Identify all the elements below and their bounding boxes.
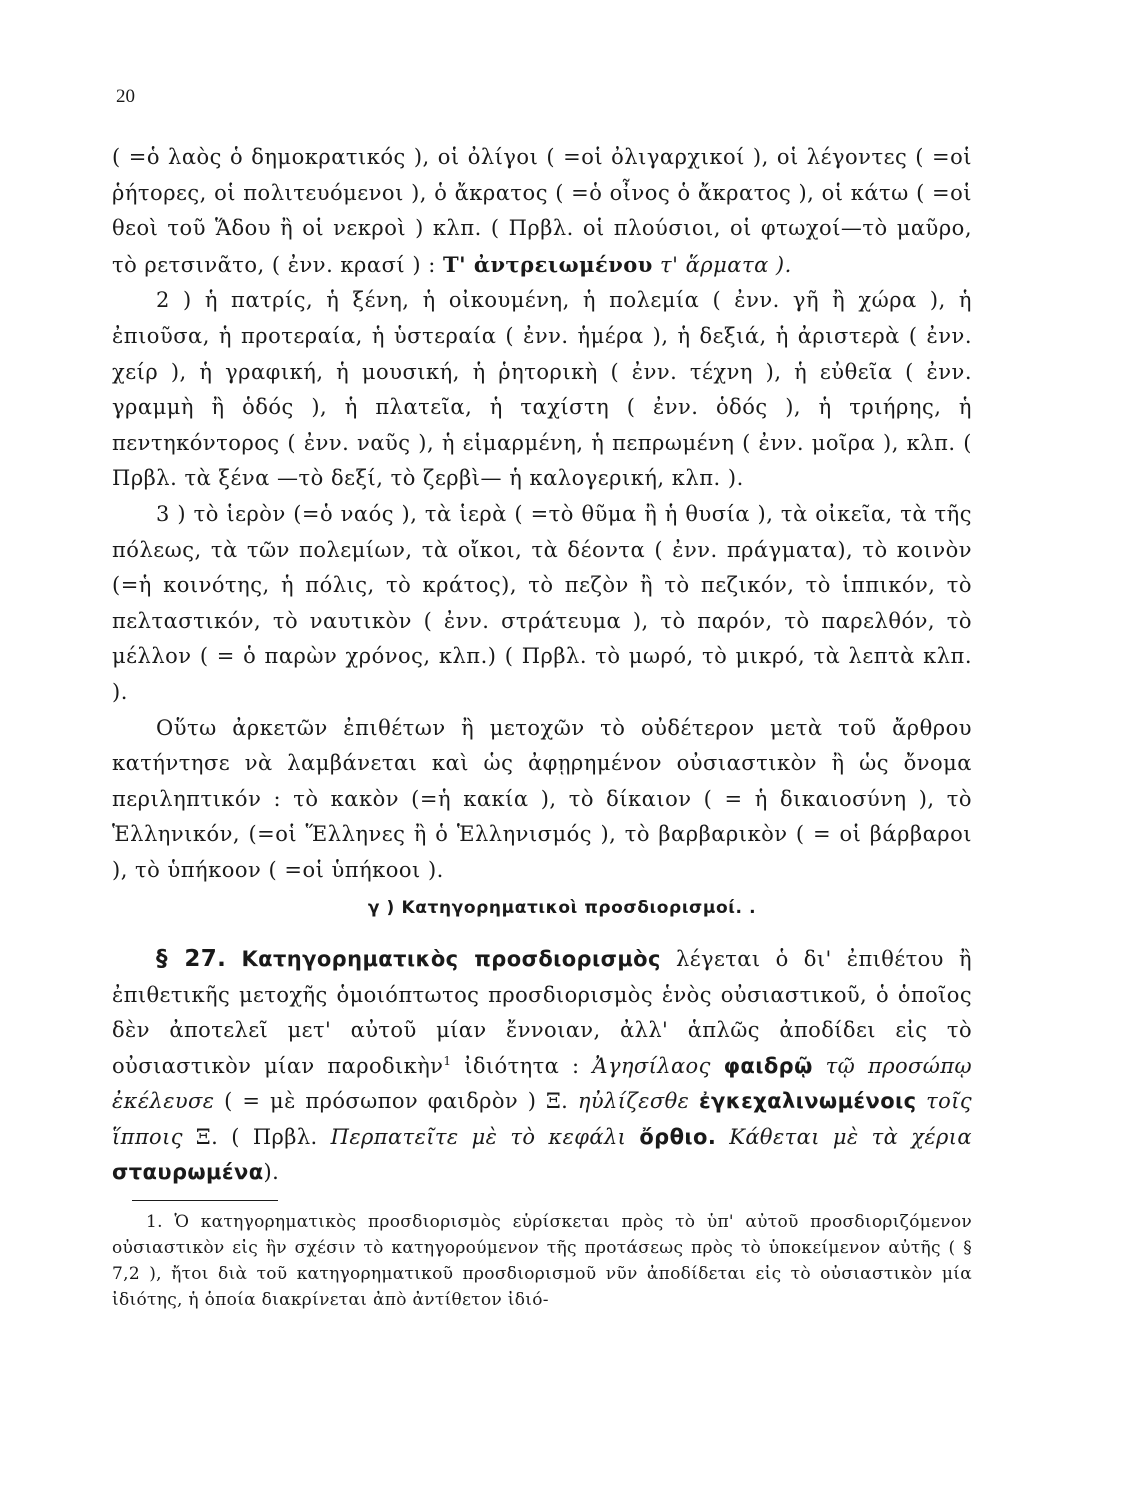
paragraph-1-italic: τ' ἅρματα ). [652,252,792,277]
section-text-b: ἰδιότητα : [451,1053,593,1078]
section-italic-3: ηὐλίζεσθε [577,1089,699,1114]
body-text [112,140,972,1313]
footnote-ref: 1 [443,1053,452,1068]
section-bold-3: ὄρθιο. [639,1124,717,1149]
paragraph-3: 3 ) τὸ ἱερὸν (=ὁ ναός ), τὰ ἱερὰ ( =τὸ θῦμα ἢ ἡ θυσία ), τὰ οἰκεῖα, τὰ τῆς πόλεως, τὰ τῶν πολεμίων, τὰ οἴκοι, τὰ δέοντα ( ἐνν. πράγματα), τὸ κοινὸν (=ἡ κοινότης, ἡ πόλις, τὸ κράτος), τὸ πεζὸν ἢ τὸ πεζικόν, τὸ ἱππικόν, τὸ πελταστικόν, τὸ ναυτικὸν ( ἐνν. στράτευμα ), τὸ παρόν, τὸ παρελθόν, τὸ μέλλον ( = ὁ παρὼν χρόνος, κλπ.) ( Πρβλ. τὸ μωρό, τὸ μικρό, τὰ λεπτὰ κλπ. ). [112,501,972,704]
section-bold-1: φαιδρῷ [723,1053,813,1078]
paragraph-4: Οὕτω ἀρκετῶν ἐπιθέτων ἢ μετοχῶν τὸ οὐδέτερον μετὰ τοῦ ἄρθρου κατήντησε νὰ λαμβάνεται καὶ ὡς ἀφῃρημένον οὐσιαστικὸν ἢ ὡς ὄνομα περιληπτικόν : τὸ κακὸν (=ἡ κακία ), τὸ δίκαιον ( = ἡ δικαιοσύνη ), τὸ Ἑλληνικόν, (=οἱ Ἕλληνες ἢ ὁ Ἑλληνισμός ), τὸ βαρβαρικὸν ( = οἱ βάρβαροι ), τὸ ὑπήκοον ( =οἱ ὑπήκοοι ). [112,715,972,882]
section-bold-2: ἐγκεχαλινωμένοις [698,1089,917,1114]
section-text-a: λέγεται ὁ δι' ἐπιθέτου ἢ ἐπιθετικῆς μετοχῆς ὁμοιόπτωτος προσδιορισμὸς ἑνὸς οὐσιαστικοῦ, ὁ ὁποῖος δὲν ἀποτελεῖ μετ' αὐτοῦ μίαν ἔννοιαν, ἀλλ' ἁπλῶς ἀποδίδει εἰς τὸ οὐσιαστικὸν μίαν παροδικὴν [112,947,972,1078]
section-italic-6: Κάθεται μὲ τὰ χέρια [716,1124,972,1149]
paragraph-1-bold: Τ' ἀντρειωμένου [442,251,653,277]
section-text-d: Ξ. ( Πρβλ. [182,1124,331,1149]
section-27-paragraph [112,942,972,1190]
section-italic-5: Περπατεῖτε μὲ τὸ κεφάλι [330,1124,640,1149]
paragraph-1-text: ( =ὁ λαὸς ὁ δημοκρατικός ), οἱ ὀλίγοι ( =οἱ ὀλιγαρχικοί ), οἱ λέγοντες ( =οἱ ῥήτορες, οἱ πολιτευόμενοι ), ὁ ἄκρατος ( =ὁ οἶνος ὁ ἄκρατος ), οἱ κάτω ( =οἱ θεοὶ τοῦ Ἅδου ἢ οἱ νεκροὶ ) κλπ. ( Πρβλ. οἱ πλούσιοι, οἱ φτωχοί—τὸ μαῦρο, τὸ ρετσινᾶτο, ( ἐνν. κρασί ) : [112,145,972,277]
section-text-e: ). [263,1159,280,1184]
footnote: 1. Ὁ κατηγορηματικὸς προσδιορισμὸς εὑρίσκεται πρὸς τὸ ὑπ' αὐτοῦ προσδιοριζόμενον οὐσιαστικὸν εἰς ἣν σχέσιν τὸ κατηγορούμενον τῆς προτάσεως πρὸς τὸ ὑποκείμενον αὐτῆς ( § 7,2 ), ἤτοι διὰ τοῦ κατηγορηματικοῦ προσδιορισμοῦ νῦν ἀποδίδεται εἰς τὸ οὐσιαστικὸν μία ἰδιότης, ἡ ὁποία διακρίνεται ἀπὸ ἀντίθετον ἰδιό- [112,1212,972,1311]
paragraph-2: 2 ) ἡ πατρίς, ἡ ξένη, ἡ οἰκουμένη, ἡ πολεμία ( ἐνν. γῆ ἢ χώρα ), ἡ ἐπιοῦσα, ἡ προτεραία, ἡ ὑστεραία ( ἐνν. ἡμέρα ), ἡ δεξιά, ἡ ἀριστερὰ ( ἐνν. χείρ ), ἡ γραφική, ἡ μουσική, ἡ ῥητορικὴ ( ἐνν. τέχνη ), ἡ εὐθεῖα ( ἐνν. γραμμὴ ἢ ὁδός ), ἡ πλατεῖα, ἡ ταχίστη ( ἐνν. ὁδός ), ἡ τριήρης, ἡ πεντηκόντορος ( ἐνν. ναῦς ), ἡ εἱμαρμένη, ἡ πεπρωμένη ( ἐνν. μοῖρα ), κλπ. ( Πρβλ. τὰ ξένα —τὸ δεξί, τὸ ζερβὶ— ἡ καλογερική, κλπ. ). [112,288,972,491]
footnote-divider [132,1200,278,1201]
section-italic-2: τῷ προσώπῳ ἐκέλευσε [112,1053,972,1114]
section-number: § 27. [156,946,227,973]
section-bold-4: σταυρωμένα [112,1159,264,1184]
paragraph-1 [112,140,972,283]
section-italic-4: τοῖς ἵπποις [112,1089,973,1149]
section-title: Κατηγορηματικὸς προσδιορισμὸς [241,947,661,972]
page-number: 20 [116,86,135,107]
subheading: γ ) Κατηγορηματικοὶ προσδιορισμοί. . [367,898,757,919]
section-text-c: ( = μὲ πρόσωπον φαιδρὸν ) Ξ. [214,1089,578,1114]
section-italic-1: Ἀγησίλαος [592,1053,724,1078]
